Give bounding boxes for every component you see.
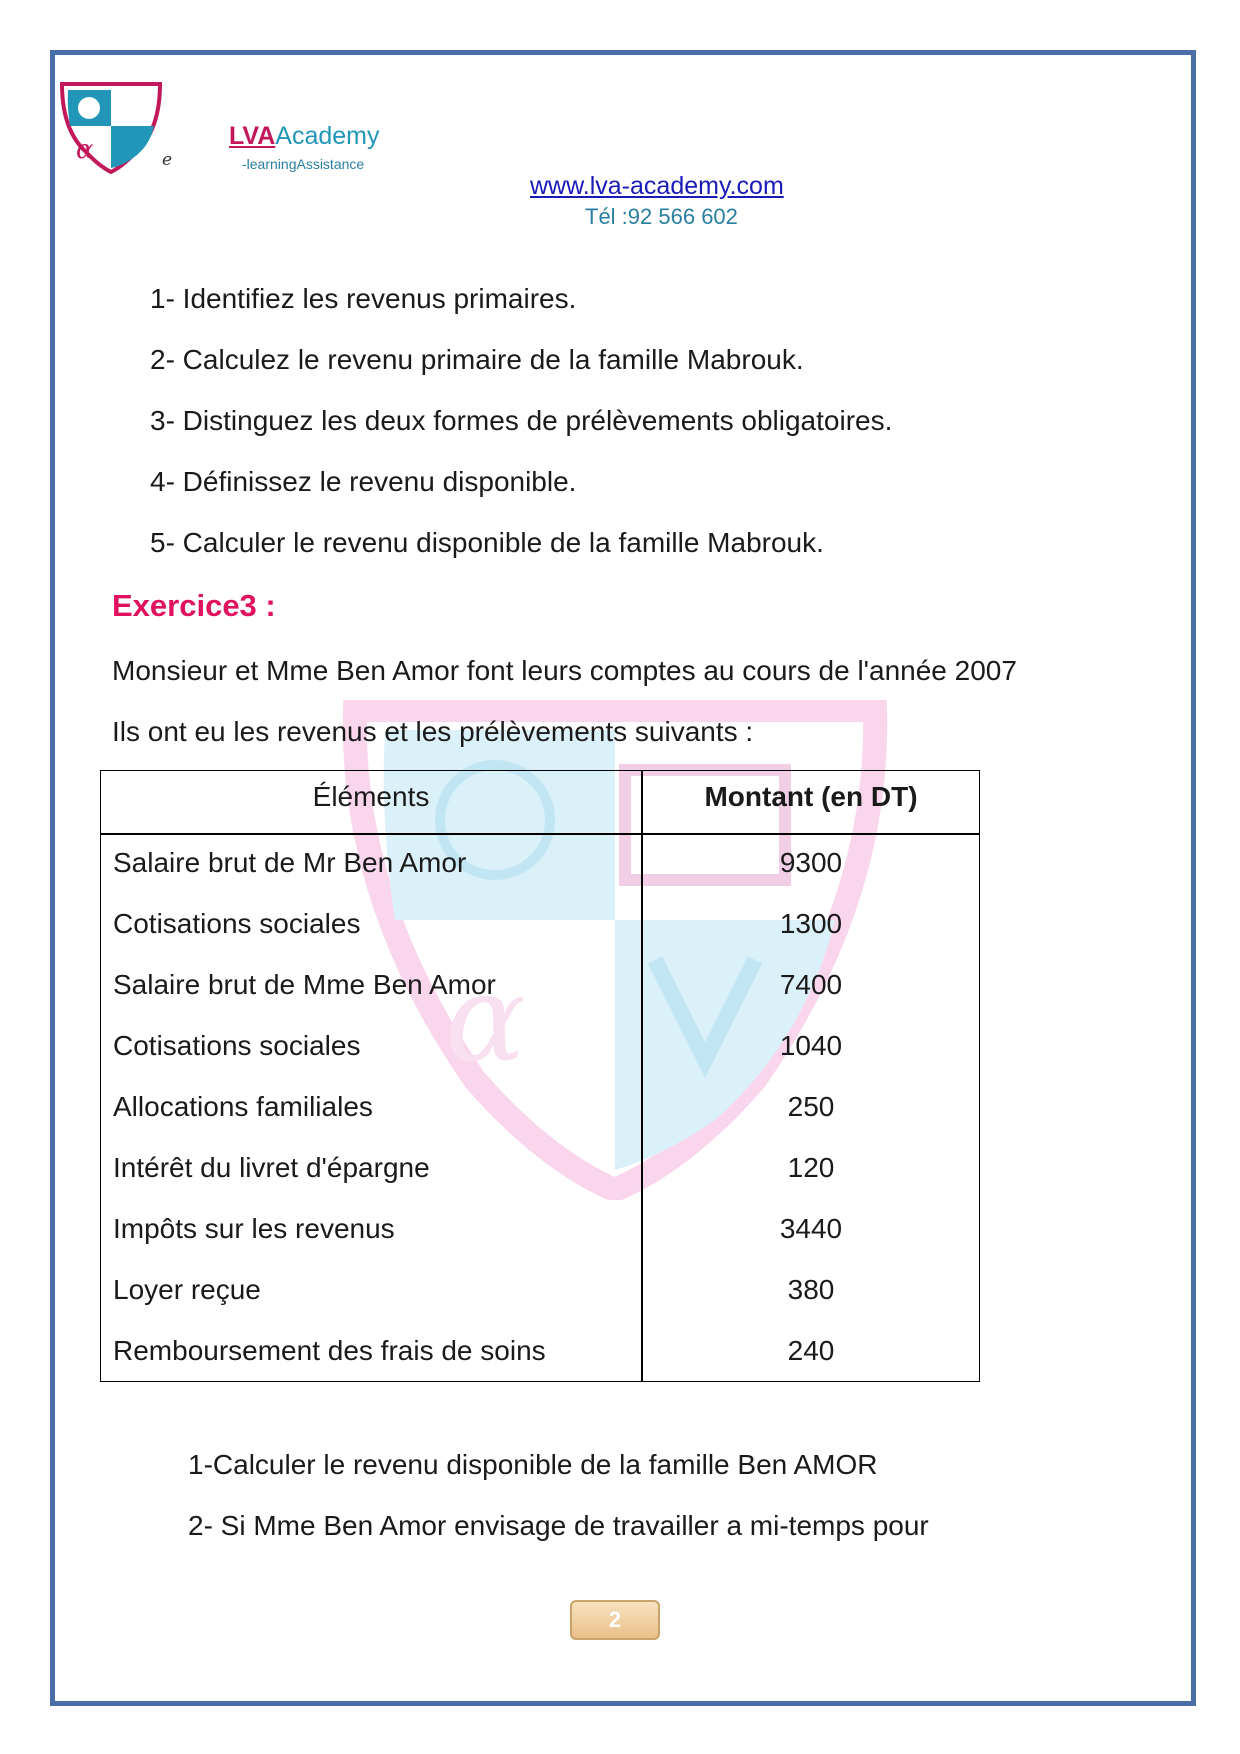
row-value: 250 <box>787 1091 835 1122</box>
followup-question: 1-Calculer le revenu disponible de la famille Ben AMOR <box>188 1449 878 1480</box>
table-row <box>101 1085 981 1146</box>
row-value: 120 <box>787 1152 835 1183</box>
row-label: Loyer reçue <box>113 1274 261 1305</box>
table-row <box>101 1329 981 1390</box>
row-label: Salaire brut de Mme Ben Amor <box>113 969 496 1000</box>
phone-number: Tél :92 566 602 <box>585 204 738 229</box>
table-header-divider <box>101 833 979 835</box>
exercise-title: Exercice3 : <box>112 588 276 623</box>
table-row <box>101 963 981 1024</box>
brand-tagline: -learningAssistance <box>242 156 365 172</box>
exercise-intro: Ils ont eu les revenus et les prélèvements suivants : <box>112 716 754 747</box>
exercise-intro: Monsieur et Mme Ben Amor font leurs comptes au cours de l'année 2007 <box>112 655 1017 686</box>
row-value: 1040 <box>779 1030 843 1061</box>
brand-lva: LVA <box>229 122 276 150</box>
table-row <box>101 841 981 902</box>
table-row <box>101 1207 981 1268</box>
row-label: Cotisations sociales <box>113 1030 361 1061</box>
row-label: Cotisations sociales <box>113 908 361 939</box>
svg-text:α: α <box>445 950 527 1089</box>
page-number-badge: 2 <box>570 1600 660 1640</box>
income-table <box>100 770 980 1382</box>
row-label: Intérêt du livret d'épargne <box>113 1152 430 1183</box>
row-label: Remboursement des frais de soins <box>113 1335 546 1366</box>
row-value: 380 <box>787 1274 835 1305</box>
brand-name <box>229 122 380 151</box>
question-item: 3- Distinguez les deux formes de prélèvements obligatoires. <box>150 405 893 436</box>
row-label: Impôts sur les revenus <box>113 1213 395 1244</box>
table-row <box>101 1268 981 1329</box>
column-header-elements: Éléments <box>312 781 430 812</box>
svg-text:α: α <box>76 135 94 165</box>
followup-question: 2- Si Mme Ben Amor envisage de travailler a mi-temps pour <box>188 1510 929 1541</box>
question-item: 1- Identifiez les revenus primaires. <box>150 283 577 314</box>
row-value: 240 <box>787 1335 835 1366</box>
table-row <box>101 1024 981 1085</box>
row-value: 7400 <box>779 969 843 1000</box>
row-value: 1300 <box>779 908 843 939</box>
question-item: 2- Calculez le revenu primaire de la famille Mabrouk. <box>150 344 804 375</box>
row-value: 3440 <box>779 1213 843 1244</box>
column-header-amount: Montant (en DT) <box>704 781 918 812</box>
table-row <box>101 902 981 963</box>
table-row <box>101 1146 981 1207</box>
question-item: 5- Calculer le revenu disponible de la famille Mabrouk. <box>150 527 824 558</box>
website-link[interactable]: www.lva-academy.com <box>530 172 784 200</box>
academy-logo-icon <box>58 80 164 174</box>
row-value: 9300 <box>779 847 843 878</box>
row-label: Salaire brut de Mr Ben Amor <box>113 847 467 878</box>
logo-letter: e <box>162 150 173 170</box>
row-label: Allocations familiales <box>113 1091 373 1122</box>
brand-academy: Academy <box>275 122 380 150</box>
question-item: 4- Définissez le revenu disponible. <box>150 466 577 497</box>
